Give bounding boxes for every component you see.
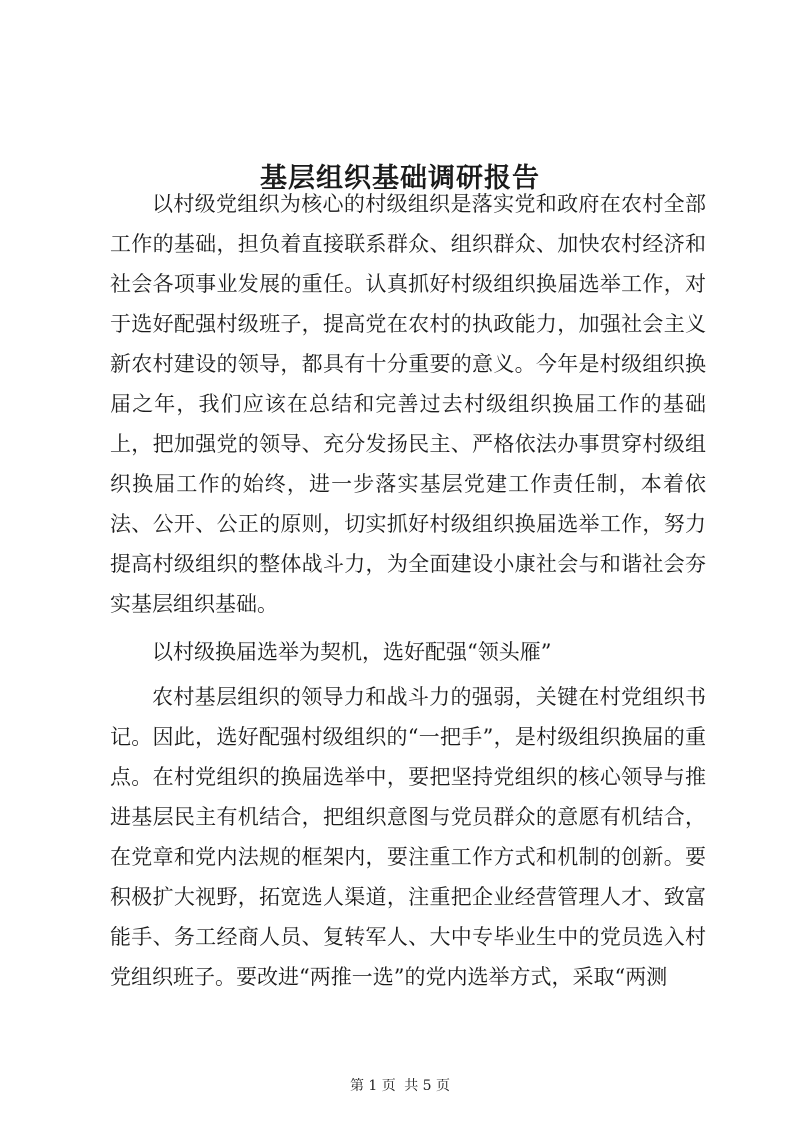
paragraph-leadership: 农村基层组织的领导力和战斗力的强弱，关键在村党组织书记。因此，选好配强村级组织的“一把手”，是村级组织换届的重点。在村党组织的换届选举中，要把坚持党组织的核心领导与推进基层民主有机结合，把组织意图与党员群众的意愿有机结合，在党章和党内法规的框架内，要注重工作方式和机制的创新。要积极扩大视野，拓宽选人渠道，注重把企业经营管理人才、致富能手、务工经商人员、复转军人、大中专毕业生中的党员选入村党组织班子。要改进“两推一选”的党内选举方式，采取“两测 <box>110 685 706 989</box>
paragraph-intro: 以村级党组织为核心的村级组织是落实党和政府在农村全部工作的基础，担负着直接联系群众、组织群众、加快农村经济和社会各项事业发展的重任。认真抓好村级组织换届选举工作，对于选好配强村级班子，提高党在农村的执政能力，加强社会主义新农村建设的领导，都具有十分重要的意义。今年是村级组织换届之年，我们应该在总结和完善过去村级组织换届工作的基础上，把加强党的领导、充分发扬民主、严格依法办事贯穿村级组织换届工作的始终，进一步落实基层党建工作责任制，本着依法、公开、公正的原则，切实抓好村级组织换届选举工作，努力提高村级组织的整体战斗力，为全面建设小康社会与和谐社会夯实基层组织基础。 <box>110 192 706 616</box>
document-title: 基层组织基础调研报告 <box>260 163 540 195</box>
page-footer <box>0 1076 800 1096</box>
page-total: 共 5 页 <box>404 1078 451 1094</box>
page-number: 第 1 页 <box>349 1078 396 1094</box>
document-body <box>110 184 706 997</box>
paragraph-section-heading: 以村级换届选举为契机，选好配强“领头雁” <box>152 640 552 664</box>
